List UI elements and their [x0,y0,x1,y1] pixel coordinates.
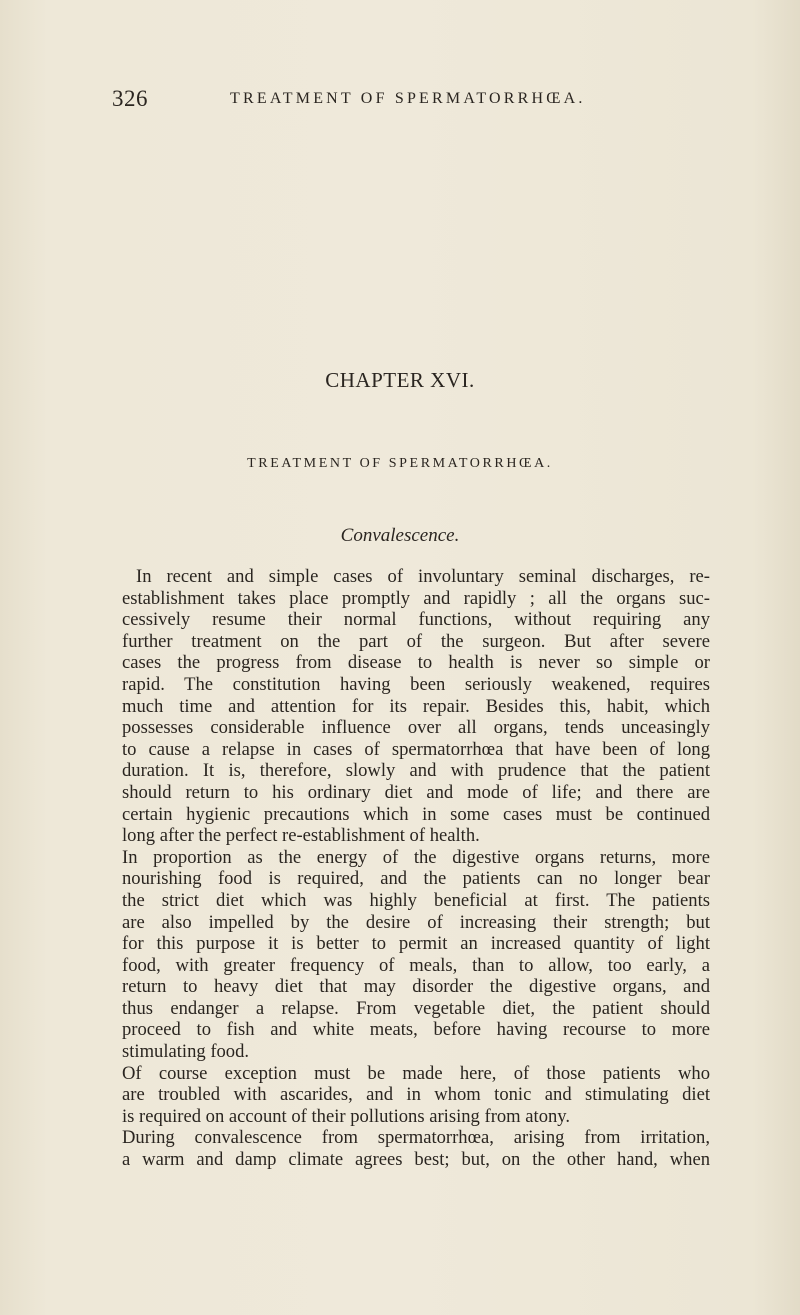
text-line: In proportion as the energy of the digestive organs returns, more [122,846,710,868]
text-line: to cause a relapse in cases of spermatorrhœa that have been of long [122,738,710,760]
text-line: During convalescence from spermatorrhœa, arising from irritation, [122,1127,710,1149]
text-line: In recent and simple cases of involuntary seminal discharges, re- [136,566,710,587]
running-title: TREATMENT OF SPERMATORRHŒA. [230,90,586,107]
section-title: Convalescence. [340,525,460,546]
paragraph [122,566,710,847]
text-line: Of course exception must be made here, of those patients who [122,1062,710,1084]
text-line: cessively resume their normal functions, without requiring any [122,609,710,631]
text-line: much time and attention for its repair. Besides this, habit, which [122,695,710,717]
text-line: possesses considerable influence over all organs, tends unceasingly [122,717,710,739]
text-line: proceed to fish and white meats, before having recourse to more [122,1019,710,1041]
text-line: should return to his ordinary diet and mode of life; and there are [122,781,710,803]
paragraph [122,847,710,1063]
text-line: stimulating food. [122,1041,250,1063]
text-line: is required on account of their pollutions arising from atony. [122,1105,571,1127]
paragraph [122,1127,710,1170]
running-head [112,86,672,116]
text-line: duration. It is, therefore, slowly and with prudence that the patient [122,760,710,782]
page-number: 326 [112,86,148,111]
chapter-subtitle: TREATMENT OF SPERMATORRHŒA. [247,456,553,471]
text-line: return to heavy diet that may disorder the digestive organs, and [122,976,710,998]
text-line: are also impelled by the desire of increasing their strength; but [122,911,710,933]
text-line: the strict diet which was highly beneficial at first. The patients [122,889,710,911]
text-line: further treatment on the part of the surgeon. But after severe [122,630,710,652]
paragraph [122,1063,710,1128]
chapter-heading: CHAPTER XVI. [325,368,475,392]
text-line: nourishing food is required, and the patients can no longer bear [122,868,710,890]
text-line: cases the progress from disease to health is never so simple or [122,652,710,674]
text-line: are troubled with ascarides, and in whom tonic and stimulating diet [122,1084,710,1106]
text-line: establishment takes place promptly and rapidly ; all the organs suc- [122,587,710,609]
text-line: thus endanger a relapse. From vegetable diet, the patient should [122,997,710,1019]
text-line: rapid. The constitution having been seriously weakened, requires [122,673,710,695]
body-text [122,566,710,1171]
text-line: a warm and damp climate agrees best; but, on the other hand, when [122,1149,710,1171]
text-line: for this purpose it is better to permit an increased quantity of light [122,933,710,955]
text-line: food, with greater frequency of meals, than to allow, too early, a [122,954,710,976]
text-line: long after the perfect re-establishment of health. [122,825,480,847]
text-line: certain hygienic precautions which in some cases must be continued [122,803,710,825]
